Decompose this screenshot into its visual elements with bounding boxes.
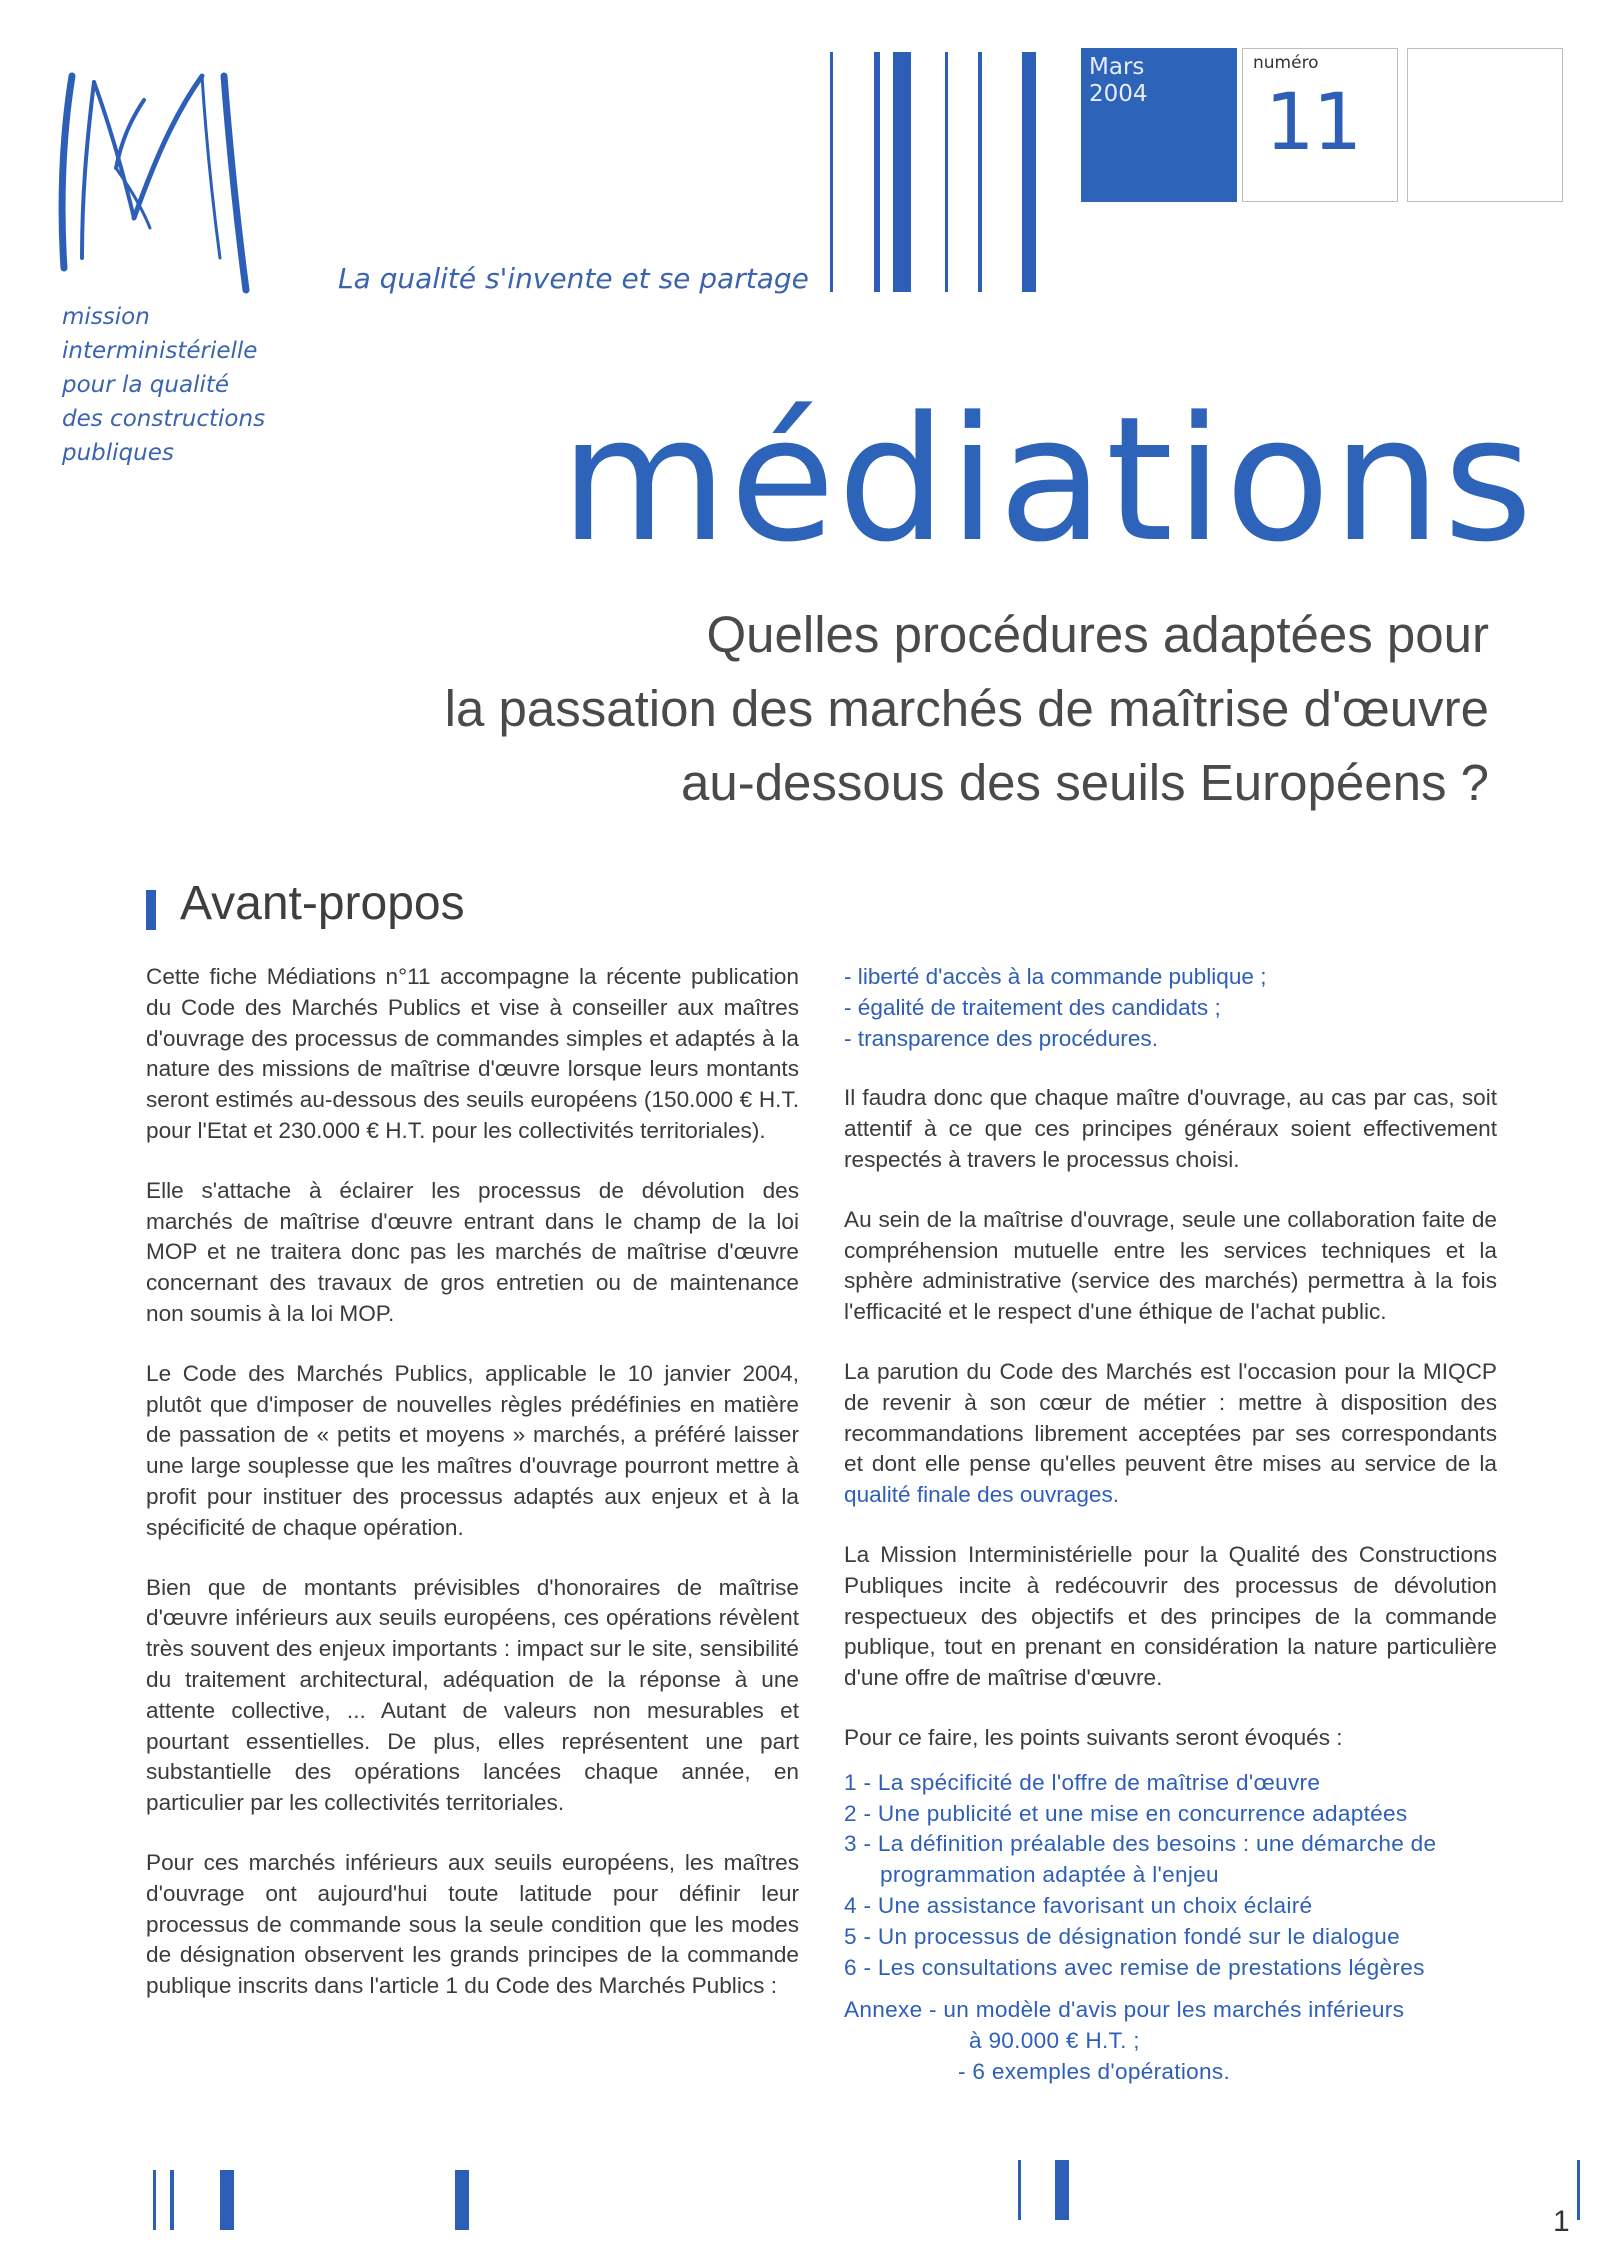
- highlight-text: qualité finale des ouvrages.: [844, 1482, 1120, 1508]
- point-item: 1 - La spécificité de l'offre de maîtrise d'œuvre: [844, 1769, 1321, 1795]
- paragraph: Pour ces marchés inférieurs aux seuils européens, les maîtres d'ouvrage ont aujourd'hui toute latitude pour définir leur processus de commande sous la seule condition que les modes de désignation observent les grands principes de la commande publique inscrits dans l'article 1 du Code des Marchés Publics :: [146, 1849, 799, 1999]
- principle-item: - transparence des procédures.: [844, 1025, 1158, 1051]
- right-column: [844, 962, 1497, 2088]
- annex-line: à 90.000 € H.T. ;: [969, 2028, 1140, 2054]
- subtitle: [189, 598, 1489, 820]
- paragraph: La Mission Interministérielle pour la Qualité des Constructions Publiques incite à redécouvrir des processus de dévolution respectueux des objectifs et des principes de la commande publique, tout en prenant en considération la nature particulière d'une offre de maîtrise d'œuvre.: [844, 1541, 1497, 1691]
- tagline: La qualité s'invente et se partage: [338, 262, 809, 295]
- paragraph: Il faudra donc que chaque maître d'ouvrage, au cas par cas, soit attentif à ce que ces principes généraux soient effectivement respectés à travers le processus choisi.: [844, 1085, 1497, 1172]
- points-list: [844, 1768, 1497, 1984]
- subtitle-line: Quelles procédures adaptées pour: [706, 606, 1489, 663]
- principle-item: - égalité de traitement des candidats ;: [844, 994, 1221, 1020]
- annex-line: Annexe - un modèle d'avis pour les marchés inférieurs: [844, 1997, 1405, 2023]
- page-number: 1: [1553, 2205, 1570, 2238]
- decor-bar: [978, 52, 982, 292]
- subtitle-line: au-dessous des seuils Européens ?: [680, 754, 1489, 811]
- org-line: interministérielle: [62, 338, 258, 364]
- org-line: mission: [62, 304, 150, 330]
- date-year: 2004: [1089, 81, 1148, 107]
- paragraph: [844, 1357, 1497, 1511]
- paragraph: Elle s'attache à éclairer les processus de dévolution des marchés de maîtrise d'œuvre entrant dans le champ de la loi MOP et ne traitera donc pas les marchés de maîtrise d'œuvre concernant des travaux de gros entretien ou de maintenance non soumis à la loi MOP.: [146, 1177, 799, 1326]
- section-title: Avant-propos: [180, 877, 465, 930]
- point-item: 2 - Une publicité et une mise en concurrence adaptées: [844, 1800, 1408, 1826]
- paragraph: Le Code des Marchés Publics, applicable le 10 janvier 2004, plutôt que d'imposer de nouvelles règles prédéfinies en matière de passation de « petits et moyens » marchés, a préféré laisser une large souplesse que les maîtres d'ouvrage pourront mettre à profit pour instituer des processus adaptés aux enjeux et à la spécificité de chaque opération.: [146, 1360, 799, 1540]
- point-item: 5 - Un processus de désignation fondé sur le dialogue: [844, 1923, 1400, 1949]
- paragraph-text: La parution du Code des Marchés est l'occasion pour la MIQCP de revenir à son cœur de métier : mettre à disposition des recommandations librement acceptées par ses correspondants et dont elle pense qu'elles peuvent être mises au service de la: [844, 1358, 1497, 1477]
- section-marker: [146, 890, 156, 930]
- org-line: publiques: [62, 440, 174, 466]
- paragraph: Pour ce faire, les points suivants seront évoqués :: [844, 1724, 1343, 1750]
- decor-bar: [220, 2170, 234, 2230]
- principles-list: [844, 962, 1497, 1054]
- miqcp-logo: [52, 58, 262, 298]
- paragraph: Au sein de la maîtrise d'ouvrage, seule une collaboration faite de compréhension mutuelle entre les services techniques et la sphère administrative (service des marchés) permettra à la fois l'efficacité et le respect d'une éthique de l'achat public.: [844, 1206, 1497, 1325]
- left-column: [146, 962, 799, 2031]
- issue-number: 11: [1265, 78, 1361, 168]
- decor-bar: [893, 52, 911, 292]
- annex-line: - 6 exemples d'opérations.: [958, 2058, 1231, 2084]
- decor-bar: [170, 2170, 174, 2230]
- decor-bar: [455, 2170, 469, 2230]
- date-month: Mars: [1089, 54, 1145, 80]
- paragraph: Cette fiche Médiations n°11 accompagne la récente publication du Code des Marchés Publics et vise à conseiller aux maîtres d'ouvrage des processus de commandes simples et adaptés à la nature des missions de maîtrise d'œuvre lorsque leurs montants seront estimés au-dessous des seuils européens (150.000 € H.T. pour l'Etat et 230.000 € H.T. pour les collectivités territoriales).: [146, 964, 799, 1143]
- decor-bar: [1055, 2160, 1069, 2220]
- decor-bar: [874, 52, 880, 292]
- org-line: des constructions: [62, 406, 266, 432]
- decor-bar: [830, 52, 833, 292]
- org-name: [62, 300, 302, 470]
- publication-title: médiations: [560, 379, 1535, 580]
- subtitle-line: la passation des marchés de maîtrise d'œuvre: [444, 680, 1489, 737]
- empty-box: [1407, 48, 1563, 202]
- org-line: pour la qualité: [62, 372, 230, 398]
- issue-number-label: numéro: [1253, 53, 1319, 73]
- decor-bar: [1018, 2160, 1021, 2220]
- paragraph: Bien que de montants prévisibles d'honoraires de maîtrise d'œuvre inférieurs aux seuils européens, ces opérations révèlent très souvent des enjeux importants : impact sur le site, sensibilité du traitement architectural, adéquation de la réponse à une attente collective, ... Autant de valeurs non mesurables et pourtant essentielles. De plus, elles représentent une part substantielle des opérations lancées chaque année, en particulier par les collectivités territoriales.: [146, 1574, 799, 1816]
- issue-number-box: [1242, 48, 1398, 202]
- date-box: [1081, 48, 1237, 202]
- decor-bar: [945, 52, 948, 292]
- principle-item: - liberté d'accès à la commande publique ;: [844, 964, 1267, 989]
- decor-bar: [1022, 52, 1036, 292]
- point-item: 6 - Les consultations avec remise de prestations légères: [844, 1954, 1425, 1980]
- point-item: 4 - Une assistance favorisant un choix éclairé: [844, 1892, 1313, 1918]
- annex: [844, 1995, 1497, 2087]
- point-item: 3 - La définition préalable des besoins : une démarche de programmation adaptée à l'enjeu: [844, 1831, 1437, 1888]
- decor-bar: [1577, 2160, 1580, 2220]
- decor-bar: [153, 2170, 156, 2230]
